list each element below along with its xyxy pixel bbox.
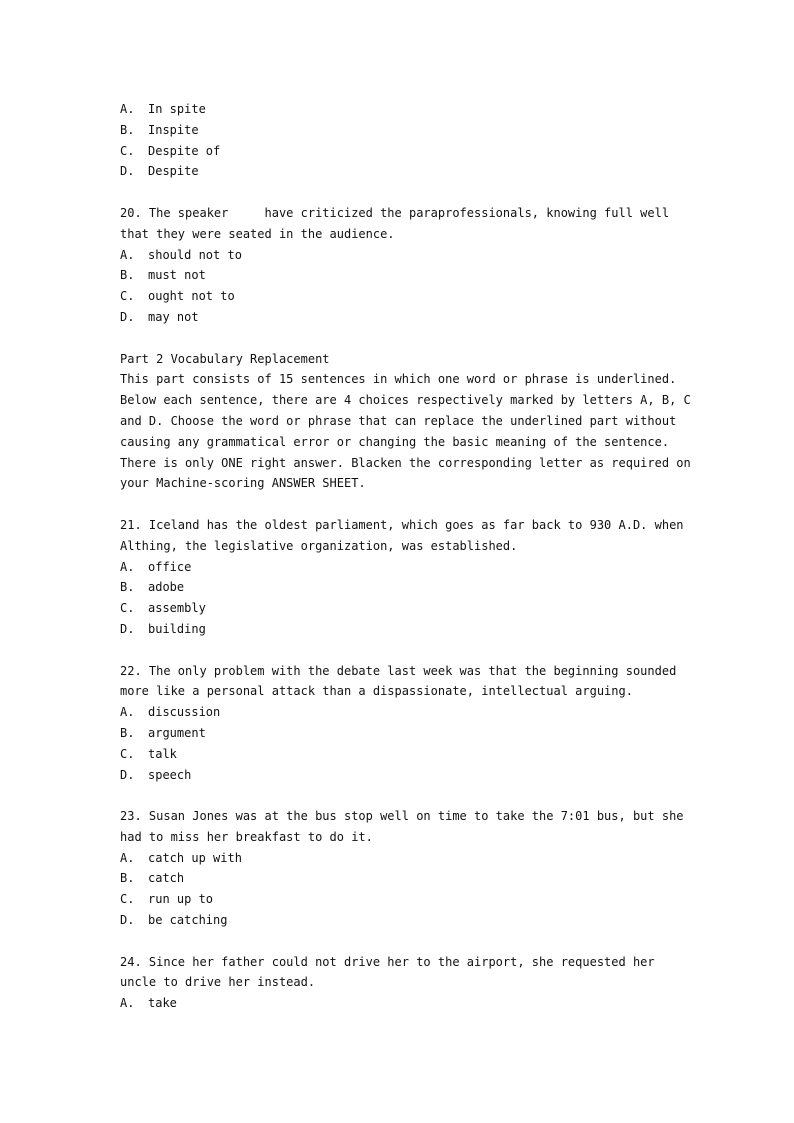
option-text: assembly (148, 601, 206, 616)
instructions-line: your Machine-scoring ANSWER SHEET. (120, 476, 366, 491)
option-text: discussion (148, 705, 221, 720)
option-letter: D. (120, 309, 135, 324)
question-20-stem-line-1: 20. The speaker have criticized the paraprofessionals, knowing full well (120, 205, 670, 220)
instructions-line: and D. Choose the word or phrase that can replace the underlined part without (120, 413, 677, 428)
option-letter: A. (120, 559, 135, 574)
question-22-stem-line-2: more like a personal attack than a dispassionate, intellectual arguing. (120, 684, 633, 699)
question-23-stem-line-1: 23. Susan Jones was at the bus stop well on time to take the 7:01 bus, but she (120, 809, 684, 824)
option-22d (120, 765, 680, 786)
option-letter: C. (120, 289, 135, 304)
option-text: ought not to (148, 289, 235, 304)
option-text: building (148, 621, 206, 636)
option-21b (120, 577, 680, 598)
option-text: run up to (148, 892, 214, 907)
option-23d (120, 910, 680, 931)
option-20b (120, 265, 680, 286)
option-letter: A. (120, 996, 135, 1011)
option-19a (120, 99, 680, 120)
option-letter: A. (120, 850, 135, 865)
option-letter: B. (120, 871, 135, 886)
option-text: Despite (148, 164, 199, 179)
option-24a (120, 993, 680, 1014)
option-letter: C. (120, 892, 135, 907)
instructions-line: Below each sentence, there are 4 choices respectively marked by letters A, B, C (120, 393, 691, 408)
option-text: must not (148, 268, 206, 283)
option-text: office (148, 559, 192, 574)
question-21-stem-line-1: 21. Iceland has the oldest parliament, which goes as far back to 930 A.D. when (120, 517, 684, 532)
option-letter: B. (120, 580, 135, 595)
spacer (120, 494, 680, 515)
option-text: In spite (148, 102, 206, 116)
question-22-stem-line-1: 22. The only problem with the debate last week was that the beginning sounded (120, 663, 677, 678)
option-text: be catching (148, 913, 228, 928)
section-heading: Part 2 Vocabulary Replacement (120, 351, 330, 366)
option-text: argument (148, 725, 206, 740)
option-19c (120, 141, 680, 162)
spacer (120, 931, 680, 952)
option-20d (120, 307, 680, 328)
option-22a (120, 702, 680, 723)
option-20c (120, 286, 680, 307)
question-20-stem-line-2: that they were seated in the audience. (120, 226, 395, 241)
option-letter: A. (120, 247, 135, 262)
question-23-stem-line-2: had to miss her breakfast to do it. (120, 829, 373, 844)
option-letter: C. (120, 746, 135, 761)
option-text: take (148, 996, 177, 1011)
option-letter: A. (120, 102, 135, 116)
question-24-stem-line-2: uncle to drive her instead. (120, 975, 316, 990)
option-23a (120, 848, 680, 869)
option-20a (120, 245, 680, 266)
option-23c (120, 889, 680, 910)
option-letter: B. (120, 725, 135, 740)
question-21-stem-line-2: Althing, the legislative organization, was established. (120, 538, 518, 553)
option-19b (120, 120, 680, 141)
option-22b (120, 723, 680, 744)
option-21a (120, 557, 680, 578)
option-text: adobe (148, 580, 185, 595)
instructions-line: There is only ONE right answer. Blacken the corresponding letter as required on (120, 455, 691, 470)
option-text: talk (148, 746, 177, 761)
option-text: may not (148, 309, 199, 324)
option-23b (120, 868, 680, 889)
spacer (120, 182, 680, 203)
option-letter: D. (120, 767, 135, 782)
option-19d (120, 161, 680, 182)
option-text: catch (148, 871, 185, 886)
question-24-stem-line-1: 24. Since her father could not drive her to the airport, she requested her (120, 954, 655, 969)
option-letter: D. (120, 621, 135, 636)
spacer (120, 640, 680, 661)
instructions-line: This part consists of 15 sentences in which one word or phrase is underlined. (120, 372, 677, 387)
instructions-line: causing any grammatical error or changing the basic meaning of the sentence. (120, 434, 670, 449)
option-letter: B. (120, 268, 135, 283)
option-text: catch up with (148, 850, 242, 865)
option-21c (120, 598, 680, 619)
option-text: Despite of (148, 143, 221, 158)
option-21d (120, 619, 680, 640)
option-letter: C. (120, 601, 135, 616)
option-letter: A. (120, 705, 135, 720)
option-22c (120, 744, 680, 765)
option-letter: C. (120, 143, 135, 158)
option-text: should not to (148, 247, 242, 262)
option-letter: D. (120, 164, 135, 179)
document-content (120, 99, 691, 1014)
option-letter: D. (120, 913, 135, 928)
spacer (120, 328, 680, 349)
spacer (120, 785, 680, 806)
option-letter: B. (120, 122, 135, 137)
option-text: Inspite (148, 122, 199, 137)
option-text: speech (148, 767, 192, 782)
